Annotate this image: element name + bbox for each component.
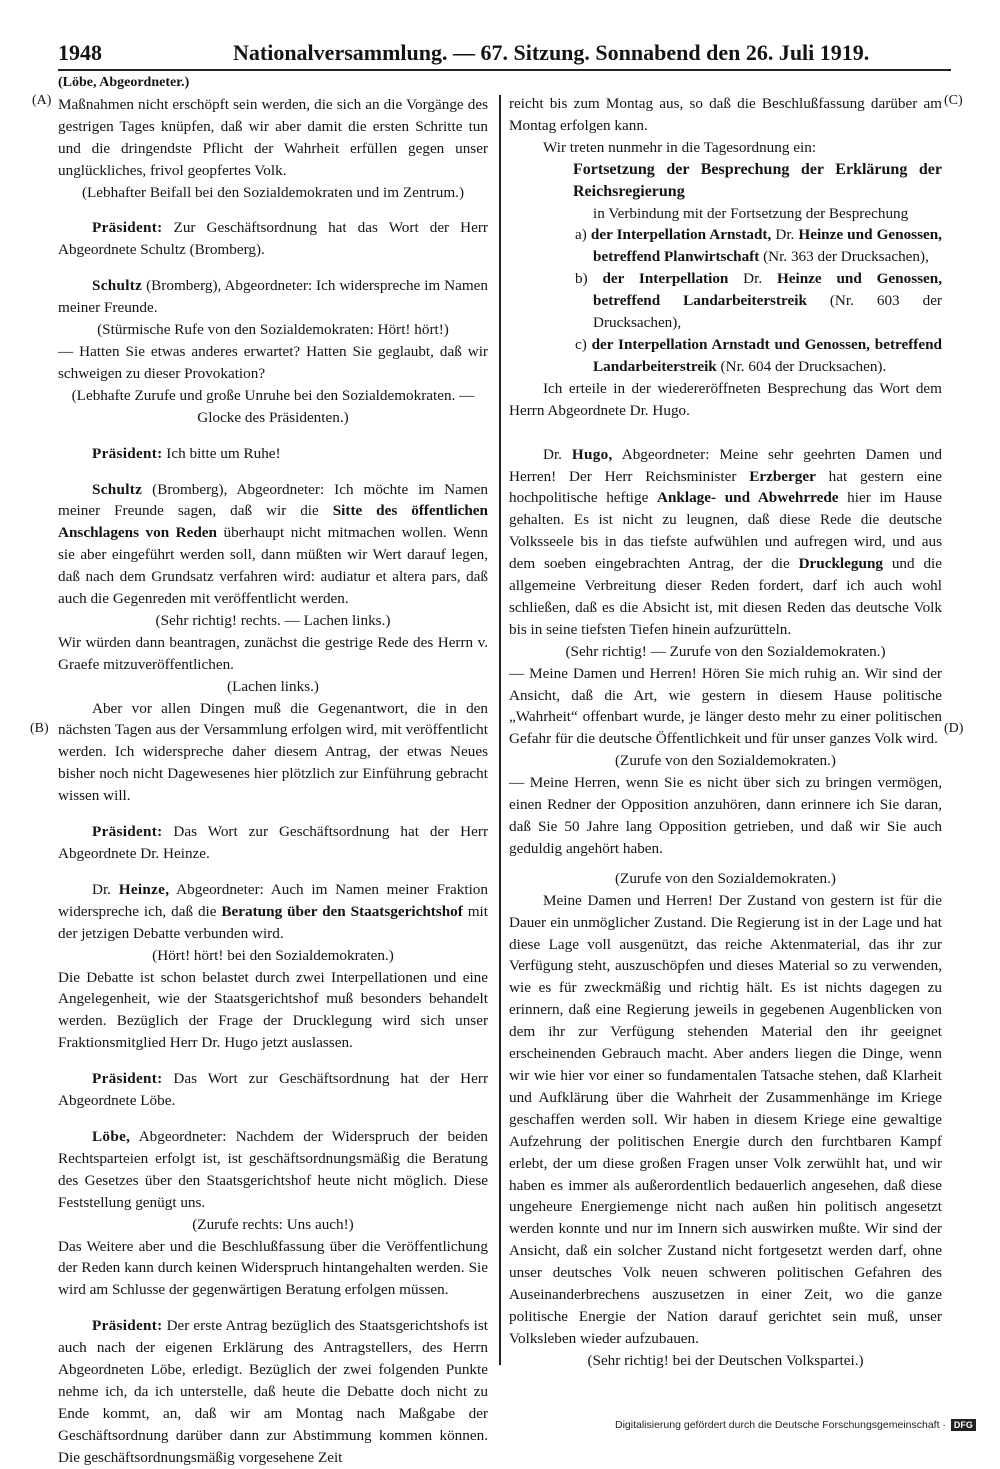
continuation-speaker: (Löbe, Abgeordneter.) — [58, 75, 190, 90]
interjection: (Lebhafte Zurufe und große Unruhe bei den Sozialdemokraten. — Glocke des Präsidenten.) — [71, 386, 475, 426]
paragraph: Wir würden dann beantragen, zunächst die gestrige Rede des Herrn v. Graefe mitzuveröffentlichen. — [58, 633, 488, 673]
paragraph: — Hatten Sie etwas anderes erwartet? Hatten Sie geglaubt, daß wir schweigen zu dieser Provokation? — [58, 342, 488, 382]
margin-marker-a: (A) — [32, 93, 52, 108]
speech-president-5: Präsident: Der erste Antrag bezüglich des Staatsgerichtshofs ist auch nach der eigenen Erklärung des Antragstellers, des Herrn Abgeordneten Löbe, erledigt. Bezüglich der zwei folgenden Punkte nehme ich, da ich unterstelle, daß heute die Debatte doch nicht zu Ende kommt, an, daß wir am Montag nach Maßgabe der Geschäftsordnung darüber dann zur Abstimmung kommen können. Die geschäftsordnungsmäßig vorgesehene Zeit — [58, 1317, 488, 1466]
header-rule — [58, 69, 951, 71]
running-head: Nationalversammlung. — 67. Sitzung. Sonnabend den 26. Juli 1919. — [233, 40, 870, 65]
speaker-name: Heinze, — [118, 880, 170, 898]
speaker-name: Schultz — [92, 480, 143, 498]
interjection: (Sehr richtig! rechts. — Lachen links.) — [155, 611, 391, 629]
speech-president-1: Präsident: Zur Geschäftsordnung hat das Wort der Herr Abgeordnete Schultz (Bromberg). — [58, 219, 488, 259]
speaker-name: Hugo, — [571, 445, 613, 463]
paragraph: Meine Damen und Herren! Der Zustand von gestern ist für die Dauer ein unmöglicher Zustand. Die Regierung ist in der Lage und hat diese Lage voll ausgenützt, das reiche Aktenmaterial, das ihr zur Verfügung steht, auszuschöpfen und dieses Material so zu verwenden, wie es für zweckmäßig und richtig hält. Es ist nichts dagegen zu erinnern, daß eine Regierung jeweils in gegebenen Augenblicken von dem ihr zur Verfügung stehenden Material den ihr geeignet erscheinenden Gebrauch macht. Aber anders liegen die Dinge, wenn wir wie hier vor einer so fundamentalen Tatsache stehen, daß Klarheit und Aufklärung über die Wahrheit der Zusammenhänge im Kriege geschaffen werden soll. Wir haben in diesem Kriege eine gewaltige Aufzehrung der politischen Energie durch den furchtbaren Kampf erlebt, der um diese großen Fragen unser Volk zerwühlt hat, und wir haben es immer als außerordentlich bedauerlich angesehen, daß diese ungeheure Energiemenge nicht nach außen hin politisch angesetzt werden konnte und nur im Innern sich auswirken mußte. Wir sind der Ansicht, daß ein solcher Zustand nicht fortgesetzt werden darf, ohne unser deutsches Volk neuen schweren politischen Gefahren des Auseinanderbrechens auszusetzen in einer Zeit, wo die ganze politische Energie der Nation darauf gerichtet sein muß, unser Volksleben wieder aufzubauen. — [509, 891, 942, 1347]
paragraph: — Meine Damen und Herren! Hören Sie mich ruhig an. Wir sind der Ansicht, daß die Art, wie gestern in diesem Hause politische „Wahrheit“ offenbart wurde, je länger desto mehr zu einer politischen Gefahr für die deutsche Öffentlichkeit und für unser ganzes Volk wird. — [509, 664, 942, 748]
speaker-name: Präsident: — [92, 1070, 163, 1088]
speech-schultz-2: Schultz (Bromberg), Abgeordneter: Ich möchte im Namen meiner Freunde sagen, daß wir die Sitte des öffentlichen Anschlagens von Reden überhaupt nicht mitmachen wollen. Wenn sie aber eingeführt werden soll, dann müßten wir Wert darauf legen, daß nach dem Grundsatz verfahren wird: audiatur et altera pars, daß auch die Gegenreden mit veröffentlicht werden. — [58, 480, 488, 608]
dfg-logo: DFG — [951, 1419, 976, 1431]
agenda-item-b: b) der Interpellation Dr. Heinze und Genossen, betreffend Landarbeiterstreik (Nr. 603 der Drucksachen), — [575, 270, 942, 332]
speech-president-4: Präsident: Das Wort zur Geschäftsordnung hat der Herr Abgeordnete Löbe. — [58, 1070, 488, 1110]
speaker-name: Präsident: — [92, 823, 163, 841]
speech-schultz-1: Schultz (Bromberg), Abgeordneter: Ich widerspreche im Namen meiner Freunde. — [58, 277, 488, 317]
agenda-heading: Fortsetzung der Besprechung der Erklärung der Reichsregierung — [573, 160, 942, 200]
margin-marker-c: (C) — [944, 93, 963, 108]
page-header — [58, 40, 958, 70]
paragraph: Maßnahmen nicht erschöpft sein werden, die sich an die Vorgänge des gestrigen Tages knüpfen, daß wir aber damit die ersten Schritte tun und die dringendste Pflicht der Wahrheit erfüllen gegen unser unglückliches, frivol geopfertes Volk. — [58, 95, 488, 179]
speaker-name: Präsident: — [92, 444, 163, 462]
column-divider — [499, 95, 501, 1365]
speech-heinze: Dr. Heinze, Abgeordneter: Auch im Namen meiner Fraktion widerspreche ich, daß die Beratung über den Staatsgerichtshof mit der jetzigen Debatte verbunden wird. — [58, 880, 488, 942]
paragraph: Das Weitere aber und die Beschlußfassung über die Veröffentlichung der Reden kann durch keinen Widerspruch hintangehalten werden. Sie wird am Schlusse der gegenwärtigen Beratung erfolgen müssen. — [58, 1237, 488, 1299]
footer-text: Digitalisierung gefördert durch die Deutsche Forschungsgemeinschaft · — [615, 1419, 946, 1431]
speech-hugo: Dr. Hugo, Abgeordneter: Meine sehr geehrten Damen und Herren! Der Herr Reichsminister Erzberger hat gestern eine hochpolitische heftige Anklage- und Abwehrrede hier im Hause gehalten. Es ist nicht zu leugnen, daß diese Rede die deutsche Volksseele bis in das tiefste aufwühlen und aufregen wird, und aus dem soeben eingebrachten Antrag, der die Drucklegung und die allgemeine Verbreitung dieser Reden fordert, darf ich auch wohl schließen, daß es die Absicht ist, mit diesen Reden das deutsche Volk bis in seine tiefsten Tiefen hinein aufzurütteln. — [509, 445, 943, 638]
margin-marker-b: (B) — [30, 721, 49, 736]
interjection: (Lebhafter Beifall bei den Sozialdemokraten und im Zentrum.) — [81, 183, 465, 201]
agenda-subheading: in Verbindung mit der Fortsetzung der Besprechung — [593, 204, 909, 222]
footer-credit — [615, 1419, 976, 1431]
speaker-name: Schultz — [92, 277, 143, 295]
paragraph: — Meine Herren, wenn Sie es nicht über sich zu bringen vermögen, einen Redner der Opposition anzuhören, dann erinnere ich Sie daran, daß Sie 50 Jahre lang Opposition getrieben, und daß wir Sie auch geduldig angehört haben. — [509, 774, 942, 857]
paragraph: Die Debatte ist schon belastet durch zwei Interpellationen und eine Angelegenheit, wie der Staatsgerichtshof muß besonders behandelt werden. Bezüglich der Frage der Drucklegung wird sich unser Fraktionsmitglied Herr Dr. Hugo jetzt auslassen. — [58, 968, 488, 1052]
interjection: (Lachen links.) — [227, 677, 319, 695]
speaker-name: Präsident: — [92, 1317, 163, 1335]
agenda-item-a: a) der Interpellation Arnstadt, Dr. Heinze und Genossen, betreffend Planwirtschaft (Nr. 363 der Drucksachen), — [575, 226, 942, 266]
left-column — [58, 72, 488, 1469]
paragraph: Ich erteile in der wiedereröffneten Besprechung das Wort dem Herrn Abgeordnete Dr. Hugo. — [509, 379, 942, 419]
speech-president-2: Präsident: Ich bitte um Ruhe! — [92, 444, 281, 462]
paragraph: reicht bis zum Montag aus, so daß die Beschlußfassung darüber am Montag erfolgen kann. — [509, 95, 942, 134]
paragraph: Aber vor allen Dingen muß die Gegenantwort, die in den nächsten Tagen aus der Versammlung erfolgen wird, mit veröffentlicht werden. Ich widerspreche daher diesem Antrag, der etwas Neues bisher noch nicht Dagewesenes hier plötzlich zur Einführung gebracht wissen will. — [58, 699, 488, 805]
interjection: (Stürmische Rufe von den Sozialdemokraten: Hört! hört!) — [97, 321, 449, 339]
interjection: (Zurufe rechts: Uns auch!) — [192, 1215, 354, 1233]
speaker-name: Löbe, — [92, 1127, 131, 1145]
speaker-name: Präsident: — [92, 219, 163, 237]
interjection: (Sehr richtig! — Zurufe von den Sozialdemokraten.) — [565, 642, 886, 660]
agenda-item-c: c) der Interpellation Arnstadt und Genossen, betreffend Landarbeiterstreik (Nr. 604 der Drucksachen). — [575, 335, 942, 375]
paragraph: Wir treten nunmehr in die Tagesordnung ein: — [543, 138, 817, 156]
margin-marker-d: (D) — [944, 721, 964, 736]
speech-president-3: Präsident: Das Wort zur Geschäftsordnung hat der Herr Abgeordnete Dr. Heinze. — [58, 823, 488, 862]
interjection: (Sehr richtig! bei der Deutschen Volkspartei.) — [587, 1351, 864, 1369]
page-number: 1948 — [58, 40, 102, 65]
speech-loebe: Löbe, Abgeordneter: Nachdem der Widerspruch der beiden Rechtsparteien erfolgt ist, ist geschäftsordnungsmäßig die Beratung des Gesetzes über den Staatsgerichtshof heute nicht möglich. Diese Feststellung genügt uns. — [58, 1127, 488, 1211]
right-column — [509, 93, 942, 1372]
interjection: (Zurufe von den Sozialdemokraten.) — [615, 752, 836, 770]
interjection: (Hört! hört! bei den Sozialdemokraten.) — [152, 946, 394, 964]
interjection: (Zurufe von den Sozialdemokraten.) — [615, 869, 836, 887]
